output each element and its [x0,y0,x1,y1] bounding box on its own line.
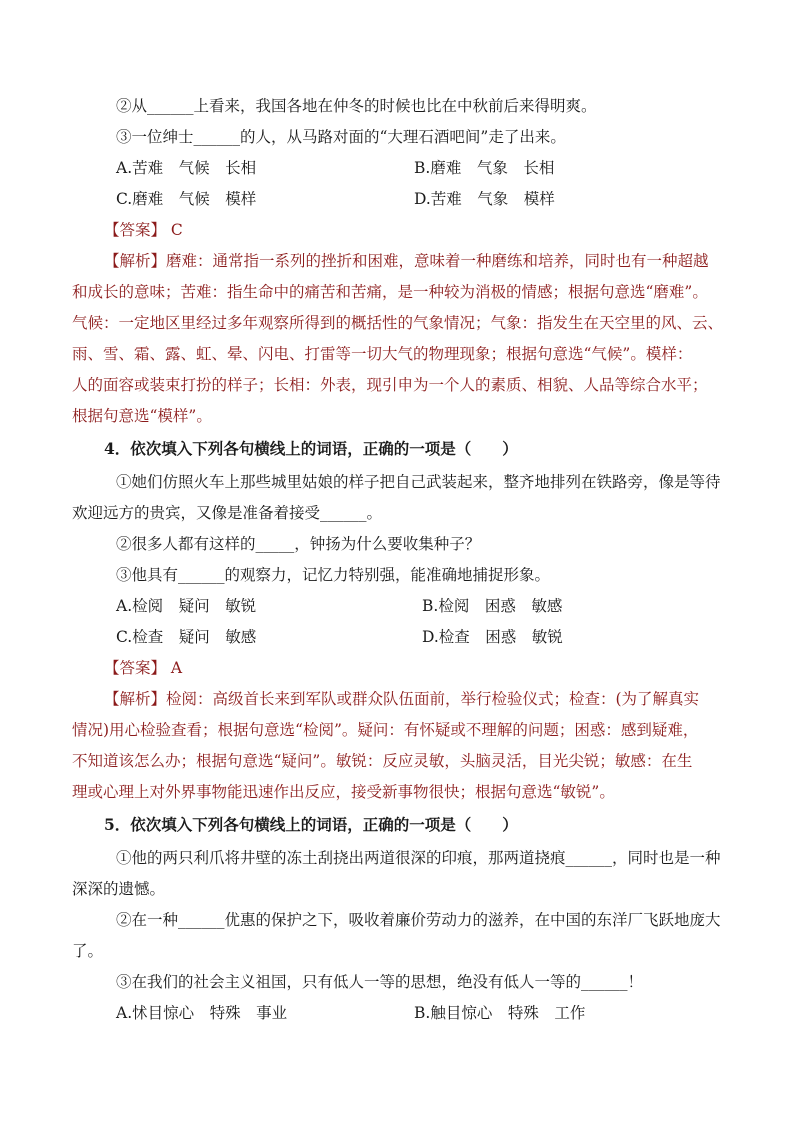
q4-sentence-2: ②很多人都有这样的_____，钟扬为什么要收集种子？ [116,535,481,553]
q4-analysis-line-1: 【解析】检阅：高级首长来到军队或群众队伍面前，举行检验仪式；检查：(为了解真实 [104,690,700,708]
q3-option-b: B.磨难 气象 长相 [414,159,555,177]
q4-title: 4．依次填入下列各句横线上的词语，正确的一项是（ ） [104,439,518,458]
q5-sentence-1b: 深深的遗憾。 [72,880,166,898]
q3-option-d: D.苦难 气象 模样 [414,190,555,208]
q4-sentence-3: ③他具有______的观察力，记忆力特别强，能准确地捕捉形象。 [116,566,551,584]
q5-option-a: A.怵目惊心 特殊 事业 [116,1004,288,1022]
q4-option-c: C.检查 疑问 敏感 [116,628,257,646]
q5-title: 5．依次填入下列各句横线上的词语，正确的一项是（ ） [104,815,518,834]
q5-sentence-1a: ①他的两只利爪将井壁的冻土刮挠出两道很深的印痕，那两道挠痕______，同时也是一种 [116,849,721,867]
q4-sentence-1b: 欢迎远方的贵宾，又像是准备着接受______。 [72,504,383,522]
q5-option-b: B.触目惊心 特殊 工作 [414,1004,586,1022]
q3-option-a: A.苦难 气候 长相 [116,159,257,177]
q4-option-a: A.检阅 疑问 敏锐 [116,597,257,615]
q4-analysis-line-4: 理或心理上对外界事物能迅速作出反应，接受新事物很快；根据句意选“敏锐”。 [72,783,615,801]
q3-option-c: C.磨难 气候 模样 [116,190,257,208]
q4-sentence-1a: ①她们仿照火车上那些城里姑娘的样子把自己武装起来，整齐地排列在铁路旁，像是等待 [116,473,721,491]
q5-sentence-2a: ②在一种______优惠的保护之下，吸收着廉价劳动力的滋养，在中国的东洋厂飞跃地庞大 [116,911,721,929]
q3-analysis-line-5: 人的面容或装束打扮的样子；长相：外表，现引申为一个人的素质、相貌、人品等综合水平； [72,376,708,394]
q5-sentence-2b: 了。 [72,942,104,960]
q4-analysis-line-3: 不知道该怎么办；根据句意选“疑问”。敏锐：反应灵敏，头脑灵活，目光尖锐；敏感：在生 [72,752,693,770]
q3-analysis-line-2: 和成长的意味；苦难：指生命中的痛苦和苦痛，是一种较为消极的情感；根据句意选“磨难”。 [72,283,708,301]
q3-sentence-2: ②从______上看来，我国各地在仲冬的时候也比在中秋前后来得明爽。 [116,97,597,115]
q3-answer: 【答案】 C [104,221,183,239]
q4-option-d: D.检查 困惑 敏锐 [422,628,563,646]
q3-analysis-line-3: 气候：一定地区里经过多年观察所得到的概括性的气象情况；气象：指发生在天空里的风、云、 [72,314,724,332]
q4-answer: 【答案】 A [104,659,183,677]
q3-analysis-line-6: 根据句意选“模样”。 [72,407,212,425]
q3-analysis-line-1: 【解析】磨难：通常指一系列的挫折和困难，意味着一种磨练和培养，同时也有一种超越 [104,252,709,270]
q4-option-b: B.检阅 困惑 敏感 [422,597,563,615]
q3-analysis-line-4: 雨、雪、霜、露、虹、晕、闪电、打雷等一切大气的物理现象；根据句意选“气候”。模样： [72,345,693,363]
q5-sentence-3: ③在我们的社会主义祖国，只有低人一等的思想，绝没有低人一等的______！ [116,973,644,991]
q4-analysis-line-2: 情况)用心检验查看；根据句意选“检阅”。疑问：有怀疑或不理解的问题；困惑：感到疑难， [72,721,699,739]
q3-sentence-3: ③一位绅士______的人，从马路对面的“大理石酒吧间”走了出来。 [116,128,566,146]
